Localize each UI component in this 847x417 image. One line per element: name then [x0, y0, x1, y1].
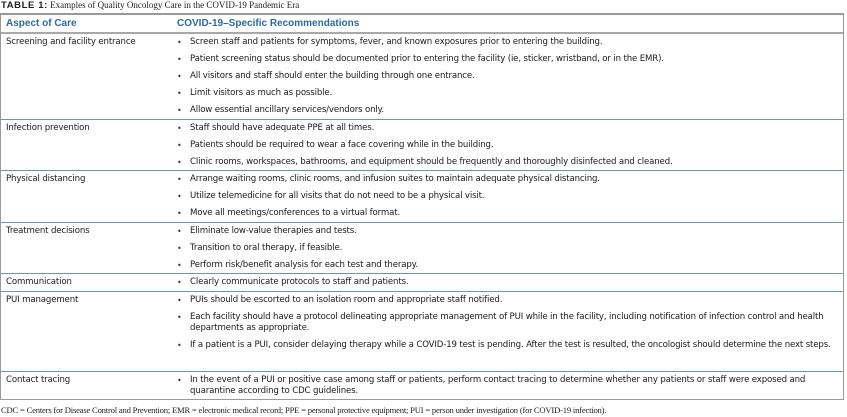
table-caption	[1, 0, 299, 12]
header-aspect-of-care: Aspect of Care	[6, 18, 77, 29]
table-row	[1, 274, 843, 292]
table-row	[1, 372, 843, 402]
recommendation-item: • Patient screening status should be documented prior to entering the facility (ie, sticker, wristband, or in the EMR).	[177, 54, 835, 65]
recommendation-item: • Arrange waiting rooms, clinic rooms, and infusion suites to maintain adequate physical distancing.	[177, 174, 835, 185]
recommendation-item: • Move all meetings/conferences to a virtual format.	[177, 208, 835, 219]
recommendation-item: • Each facility should have a protocol delineating appropriate management of PUI while in the facility, including notification of infection control and health departments as appropriate.	[177, 312, 835, 334]
table-row	[1, 223, 843, 274]
recommendation-item: • Clearly communicate protocols to staff and patients.	[177, 277, 835, 288]
recommendation-item: • Clinic rooms, workspaces, bathrooms, and equipment should be frequently and thoroughly disinfected and cleaned.	[177, 157, 835, 168]
table-label: TABLE 1:	[1, 0, 48, 11]
aspect-of-care-cell: Infection prevention	[6, 123, 90, 133]
table-header	[1, 15, 843, 34]
table-row	[1, 120, 843, 171]
recommendation-item: • In the event of a PUI or positive case among staff or patients, perform contact tracing to determine whether any patients or staff were exposed and quarantine according to CDC guidelines.	[177, 375, 835, 397]
table-row	[1, 171, 843, 223]
recommendation-item: • Patients should be required to wear a face covering while in the building.	[177, 140, 835, 151]
aspect-of-care-cell: Treatment decisions	[6, 226, 90, 236]
recommendation-item: • Allow essential ancillary services/vendors only.	[177, 105, 835, 116]
recommendation-item: • Utilize telemedicine for all visits that do not need to be a physical visit.	[177, 191, 835, 202]
aspect-of-care-cell: Contact tracing	[6, 375, 71, 385]
recommendations-list	[177, 295, 835, 357]
recommendations-table	[0, 13, 844, 400]
recommendation-item: • Limit visitors as much as possible.	[177, 88, 835, 99]
recommendations-list	[177, 37, 835, 122]
recommendation-item: • PUIs should be escorted to an isolation room and appropriate staff notified.	[177, 295, 835, 306]
aspect-of-care-cell: Physical distancing	[6, 174, 86, 184]
recommendation-item: • Screen staff and patients for symptoms, fever, and known exposures prior to entering the building.	[177, 37, 835, 48]
table-row	[1, 34, 843, 120]
recommendations-list	[177, 174, 835, 225]
recommendation-item: • All visitors and staff should enter the building through one entrance.	[177, 71, 835, 82]
recommendations-list	[177, 123, 835, 174]
recommendations-list	[177, 375, 835, 403]
recommendation-item: • Staff should have adequate PPE at all times.	[177, 123, 835, 134]
table-row	[1, 292, 843, 372]
header-recommendations: COVID-19–Specific Recommendations	[177, 18, 360, 29]
recommendation-item: • Eliminate low-value therapies and tests.	[177, 226, 835, 237]
recommendations-list	[177, 226, 835, 277]
aspect-of-care-cell: Screening and facility entrance	[6, 37, 136, 47]
table-footnote: CDC = Centers for Disease Control and Prevention; EMR = electronic medical record; PPE = personal protective equipment; PUI = person under investigation (for COVID-19 infection).	[1, 405, 607, 415]
recommendation-item: • If a patient is a PUI, consider delaying therapy while a COVID-19 test is pending. After the test is resulted, the oncologist should determine the next steps.	[177, 340, 835, 351]
recommendation-item: • Transition to oral therapy, if feasible.	[177, 243, 835, 254]
aspect-of-care-cell: PUI management	[6, 295, 79, 305]
aspect-of-care-cell: Communication	[6, 277, 72, 287]
table-title: Examples of Quality Oncology Care in the COVID-19 Pandemic Era	[50, 0, 300, 10]
recommendation-item: • Perform risk/benefit analysis for each test and therapy.	[177, 260, 835, 271]
